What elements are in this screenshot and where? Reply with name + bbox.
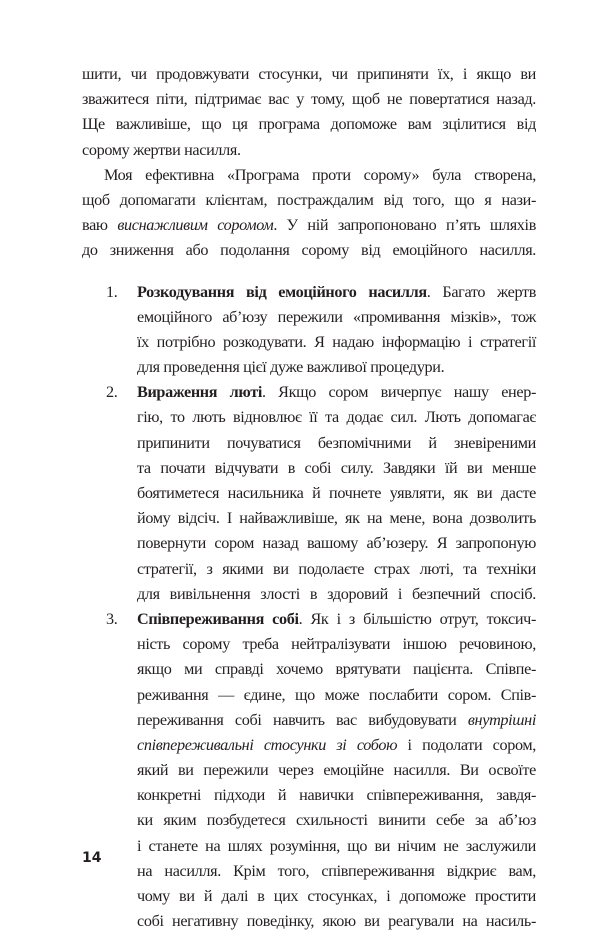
text-line: і станете на шлях розуміння, що ви нічим не заслужили	[137, 834, 536, 859]
list-item-title: Вираження люті	[137, 383, 262, 401]
italic-term: виснажливим соромом	[117, 216, 273, 234]
text-line: Ще важливіше, що ця програма допоможе вам зцілитися від	[82, 112, 536, 137]
italic-term: співпереживальні стосунки зі собою	[137, 736, 397, 754]
text-line: щоб допомагати клієнтам, постраждалим від того, що я нази-	[82, 188, 536, 213]
text-span: ваю	[82, 216, 117, 234]
list-item-2	[82, 380, 536, 607]
text-line: їх потрібно розкодувати. Я надаю інформацію і стратегії	[137, 330, 536, 355]
numbered-list	[82, 280, 536, 934]
text-line: ність сорому треба нейтралізувати іншою речовиною,	[137, 632, 536, 657]
text-line: до зниження або подолання сорому від емоційного насилля.	[82, 238, 536, 263]
text-line: собі негативну поведінку, якою ви реагували на насиль-	[137, 909, 536, 934]
text-line: чому ви й далі в цих стосунках, і допоможе простити	[137, 884, 536, 909]
text-line: ки яким позбудетеся схильності винити себе за аб’юз	[137, 808, 536, 833]
text-span: і подолати сором,	[397, 736, 536, 754]
text-line: та почати відчувати в собі силу. Завдяки їй ви менше	[137, 456, 536, 481]
intro-paragraph	[82, 62, 536, 163]
list-number: 1.	[106, 280, 136, 305]
text-span: . У ній запропоновано п’ять шляхів	[273, 216, 536, 234]
text-line: боятиметеся насильника й почнете уявляти, як ви дасте	[137, 481, 536, 506]
text-span: . Як і з більшістю отрут, токсич-	[299, 610, 536, 628]
text-line: якщо ми справді хочемо врятувати пацієнта. Співпе-	[137, 657, 536, 682]
text-span: переживання собі навчить вас вибудовувати	[137, 711, 468, 729]
book-page-body	[82, 62, 536, 934]
text-span: . Якщо сором вичерпує нашу енер-	[262, 383, 536, 401]
text-line: емоційного аб’юзу пережили «промивання мізків», тож	[137, 305, 536, 330]
text-line: припинити почуватися безпомічними й зневіреними	[137, 431, 536, 456]
text-line: повернути сором назад вашому аб’юзеру. Я запропоную	[137, 531, 536, 556]
text-line: реживання — єдине, що може послабити сором. Спів-	[137, 683, 536, 708]
text-line: йому відсіч. І найважливіше, як на мене, вона дозволить	[137, 506, 536, 531]
text-line: сорому жертви насилля.	[82, 138, 536, 163]
program-paragraph	[82, 163, 536, 264]
text-line: на насилля. Крім того, співпереживання відкриє вам,	[137, 859, 536, 884]
list-item-title: Розкодування від емоційного насилля	[137, 283, 427, 301]
text-line	[82, 213, 536, 238]
text-line: гію, то лють відновлює її та додає сил. Лють допомагає	[137, 405, 536, 430]
page-number: 14	[82, 850, 101, 866]
text-line	[137, 708, 536, 733]
text-line: для проведення цієї дуже важливої процедури.	[137, 355, 536, 380]
list-item-3	[82, 607, 536, 934]
text-line: шити, чи продовжувати стосунки, чи припиняти їх, і якщо ви	[82, 62, 536, 87]
text-line	[137, 733, 536, 758]
text-line: конкретні підходи й навички співпереживання, завдя-	[137, 783, 536, 808]
list-number: 3.	[106, 607, 136, 632]
list-number: 2.	[106, 380, 136, 405]
italic-term: внутрішні	[468, 711, 536, 729]
list-item-title: Співпереживання собі	[137, 610, 299, 628]
text-line: Моя ефективна «Програма проти сорому» була створена,	[82, 163, 536, 188]
list-item-1	[82, 280, 536, 381]
text-line	[137, 380, 536, 405]
text-line: який ви пережили через емоційне насилля. Ви освоїте	[137, 758, 536, 783]
text-line	[137, 607, 536, 632]
text-line	[137, 280, 536, 305]
text-line: зважитеся піти, підтримає вас у тому, щоб не повертатися назад.	[82, 87, 536, 112]
text-line: стратегії, з якими ви подолаєте страх люті, та техніки	[137, 557, 536, 582]
text-line: для вивільнення злості в здоровий і безпечний спосіб.	[137, 582, 536, 607]
text-span: . Багато жертв	[427, 283, 536, 301]
